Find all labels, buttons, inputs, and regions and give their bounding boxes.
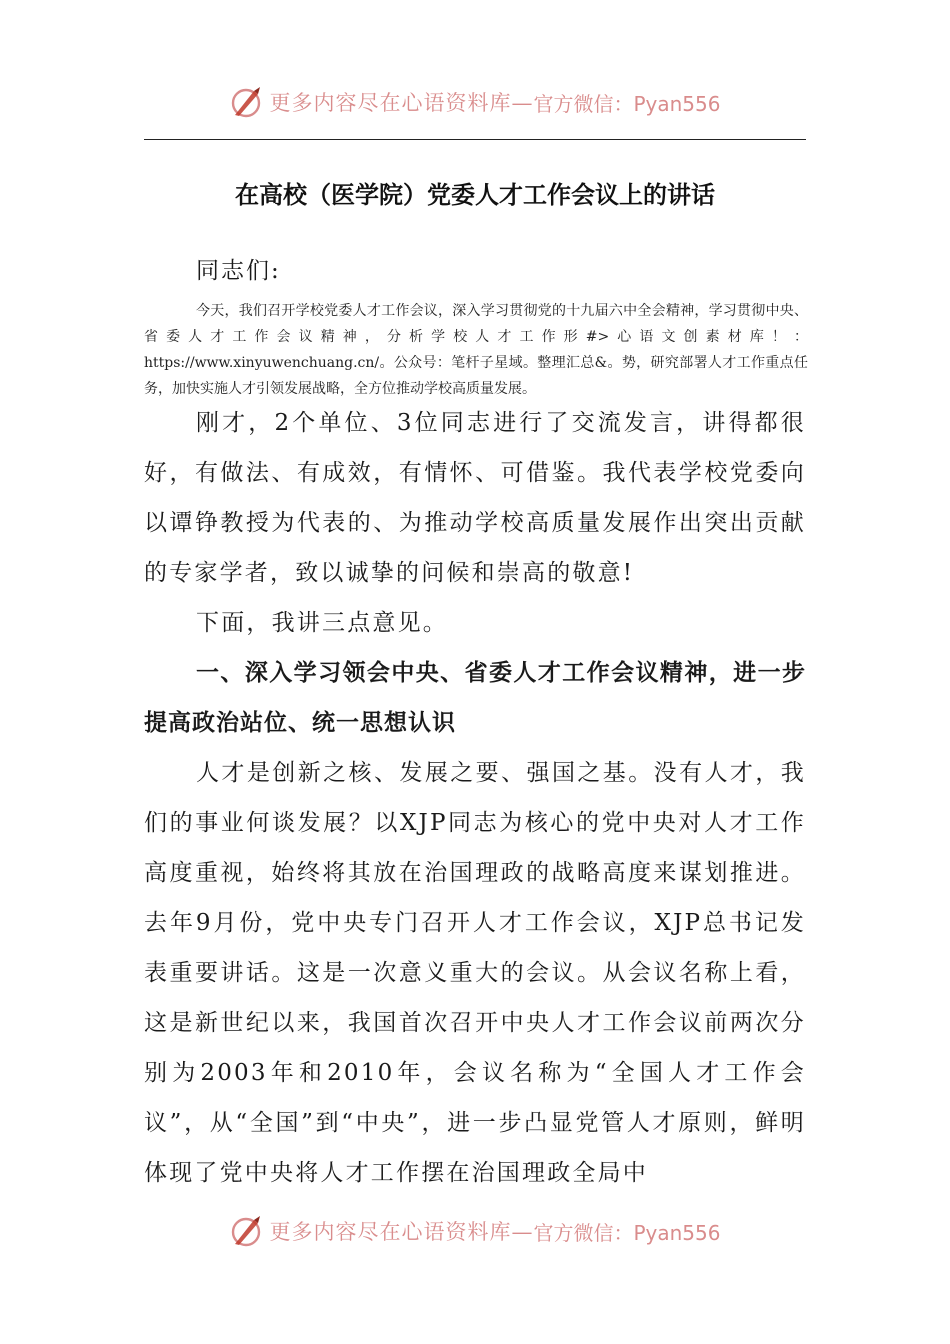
banner-text: 更多内容尽在心语资料库—: [269, 1220, 534, 1244]
banner-wechat: 官方微信：Pyan556: [533, 1220, 721, 1245]
header-rule: [144, 139, 806, 140]
document-body: [144, 398, 806, 1198]
section-heading: 一、深入学习领会中央、省委人才工作会议精神，进一步提高政治站位、统一思想认识: [144, 660, 806, 736]
salutation: 同志们:: [196, 258, 281, 284]
intro-paragraph: 今天，我们召开学校党委人才工作会议，深入学习贯彻党的十九届六中全会精神，学习贯彻中央、省委人才工作会议精神，分析学校人才工作形#>心语文创素材库！：https://www.xinyuwenchuang.cn/。公众号：笔杆子星域。整理汇总&。势，研究部署人才工作重点任务，加快实施人才引领发展战略，全方位推动学校高质量发展。: [144, 303, 808, 397]
paragraph: 人才是创新之核、发展之要、强国之基。没有人才，我们的事业何谈发展？以XJP同志为核心的党中央对人才工作高度重视，始终将其放在治国理政的战略高度来谋划推进。去年9月份，党中央专门召开人才工作会议，XJP总书记发表重要讲话。这是一次意义重大的会议。从会议名称上看，这是新世纪以来，我国首次召开中央人才工作会议前两次分别为2003年和2010年，会议名称为“全国人才工作会议”，从“全国”到“中央”，进一步凸显党管人才原则，鲜明体现了党中央将人才工作摆在治国理政全局中: [144, 760, 806, 1186]
banner-wechat: 官方微信：Pyan556: [533, 91, 721, 116]
quill-pen-logo-icon: [229, 85, 263, 119]
document-title: 在高校（医学院）党委人才工作会议上的讲话: [235, 181, 715, 209]
banner-text: 更多内容尽在心语资料库—: [269, 91, 534, 115]
header-banner: [0, 80, 950, 124]
quill-pen-logo-icon: [229, 1214, 263, 1248]
footer-banner: [0, 1209, 950, 1253]
paragraph: 刚才，2个单位、3位同志进行了交流发言，讲得都很好，有做法、有成效，有情怀、可借鉴。我代表学校党委向以谭铮教授为代表的、为推动学校高质量发展作出突出贡献的专家学者，致以诚挚的问候和崇高的敬意!: [144, 410, 806, 586]
paragraph: 下面，我讲三点意见。: [196, 610, 448, 636]
